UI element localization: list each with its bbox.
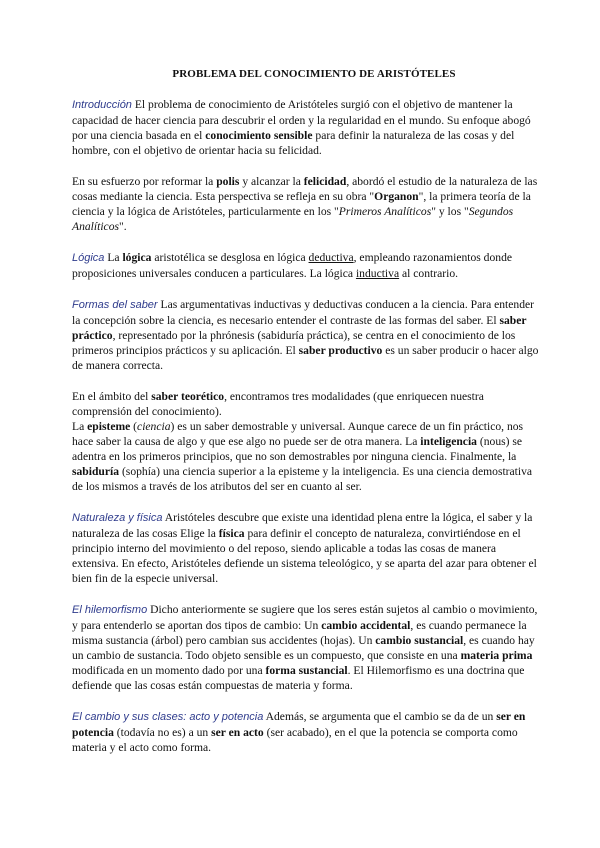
underlined-term: deductiva — [308, 251, 354, 264]
paragraph-introduccion — [72, 97, 542, 158]
text: (nous) se adentra en los primeros principios, que no son demostrables por ninguna ciencia. Finalmente, la — [72, 435, 523, 463]
section-heading-introduccion: Introducción — [72, 99, 132, 111]
bold-term: cambio sustancial — [375, 634, 464, 647]
paragraph-saber-teoretico — [72, 389, 542, 419]
text: aristotélica se desglosa en lógica — [151, 251, 309, 264]
text: (todavía no es) a un — [113, 726, 212, 739]
section-heading-hilemorfismo: El hilemorfismo — [72, 604, 148, 616]
text: . El Hilemorfismo es una doctrina que defiende que las cosas están compuestas de materia y forma. — [72, 664, 525, 692]
text: , empleando razonamientos donde proposiciones universales conducen a particulares. La lógica — [72, 251, 513, 280]
text: , encontramos tres modalidades (que enriquecen nuestra comprensión del conocimiento). — [72, 390, 484, 418]
bold-term: ser en acto — [211, 726, 264, 739]
bold-term: saber productivo — [298, 344, 383, 357]
text: ", la primera teoría de la ciencia y la lógica de Aristóteles, particularmente en los " — [72, 190, 531, 218]
bold-term: sabiduría — [72, 465, 120, 478]
bold-term: saber práctico — [72, 314, 527, 342]
text: En el ámbito del — [72, 390, 152, 403]
text: Aristóteles descubre que existe una identidad plena entre la lógica, el saber y la naturaleza de las cosas Elige la — [72, 511, 533, 540]
paragraph-episteme — [72, 419, 542, 494]
bold-term: felicidad — [303, 175, 347, 188]
text: para definir la naturaleza de las cosas y del hombre, con el objetivo de orientar hacia su felicidad. — [72, 129, 515, 157]
text: La — [72, 420, 88, 433]
bold-term: cambio accidental — [321, 619, 411, 632]
section-heading-logica: Lógica — [72, 252, 105, 264]
paragraph-logica — [72, 250, 542, 281]
text: Las argumentativas inductivas y deductivas conducen a la ciencia. Para entender la concepción sobre la ciencia, es necesario entender el contraste de las formas del saber. El — [72, 298, 535, 327]
text: , representado por la phrónesis (sabiduría práctica), se centra en el conocimiento de los primeros principios prácticos y su aplicación. El — [72, 329, 516, 357]
bold-term: polis — [216, 175, 240, 188]
text: (sophía) una ciencia superior a la episteme y la inteligencia. Es una ciencia demostrativa de los mismos a través de los atributos del ser en cuanto al ser. — [72, 465, 533, 493]
italic-title: Segundos Analíticos — [72, 205, 514, 233]
text: modificada en un momento dado por una — [72, 664, 266, 677]
bold-term: episteme — [87, 420, 131, 433]
text: El problema de conocimiento de Aristóteles surgió con el objetivo de mantener la capacidad de hacer ciencia para descubrir el orden y la regularidad en el mundo. Su enfoque abogó por una ciencia basada en el — [72, 98, 531, 142]
bold-term: materia prima — [460, 649, 533, 662]
text: ". — [119, 220, 127, 233]
text: " y los " — [431, 205, 469, 218]
text: , es cuando permanece la misma sustancia (árbol) pero cambian sus accidentes (hojas). Un — [72, 619, 527, 647]
text: al contrario. — [399, 267, 459, 280]
paragraph-hilemorfismo — [72, 602, 542, 693]
text: Dicho anteriormente se sugiere que los seres están sujetos al cambio o movimiento, y para entenderlo se aportan dos tipos de cambio: Un — [72, 603, 538, 632]
bold-term: Organon — [374, 190, 419, 203]
section-heading-formas-del-saber: Formas del saber — [72, 299, 158, 311]
paragraph-cambio-acto-potencia — [72, 709, 542, 755]
underlined-term: inductiva — [355, 267, 400, 280]
bold-term: lógica — [122, 251, 152, 264]
text: (ser acabado), en el que la potencia se comporta como materia y el acto como forma. — [72, 726, 518, 754]
paragraph-polis — [72, 174, 542, 234]
bold-term: conocimiento sensible — [205, 129, 313, 142]
text: ( — [130, 420, 138, 433]
bold-term: forma sustancial — [265, 664, 348, 677]
text: y alcanzar la — [239, 175, 304, 188]
paragraph-naturaleza-y-fisica — [72, 510, 542, 586]
section-heading-naturaleza-y-fisica: Naturaleza y física — [72, 512, 163, 524]
bold-term: física — [218, 527, 245, 540]
text: En su esfuerzo por reformar la — [72, 175, 217, 188]
paragraph-formas-del-saber — [72, 297, 542, 373]
document-title: PROBLEMA DEL CONOCIMIENTO DE ARISTÓTELES — [172, 68, 456, 80]
text: Además, se argumenta que el cambio se da de un — [263, 710, 497, 723]
text: , abordó el estudio de la naturaleza de las cosas mediante la ciencia. Esta perspectiva se refleja en su obra " — [72, 175, 538, 203]
italic-term: ciencia — [137, 420, 171, 433]
italic-title: Primeros Analíticos — [338, 205, 432, 218]
bold-term: inteligencia — [420, 435, 477, 448]
text: La — [104, 251, 123, 264]
bold-term: saber teorético — [151, 390, 225, 403]
bold-term: ser en potencia — [72, 710, 526, 739]
section-heading-cambio-acto-potencia: El cambio y sus clases: acto y potencia — [72, 711, 264, 723]
text: ) es un saber demostrable y universal. Aunque carece de un fin práctico, nos hace saber la causa de algo y que ese algo no puede ser de otra manera. La — [72, 420, 524, 448]
text: es un saber producir o hacer algo de manera correcta. — [72, 344, 539, 372]
text: para definir el concepto de naturaleza, convirtiéndose en el principio interno del movimiento o del reposo, siendo aplicable a todas las cosas de manera extensiva. En efecto, Aristóteles defiende un sistema teleológico, y se aparta del azar para obtener el bien fin de la especie universal. — [72, 527, 537, 585]
text: , es cuando hay un cambio de sustancia. Todo objeto sensible es un compuesto, que consiste en una — [72, 634, 535, 662]
